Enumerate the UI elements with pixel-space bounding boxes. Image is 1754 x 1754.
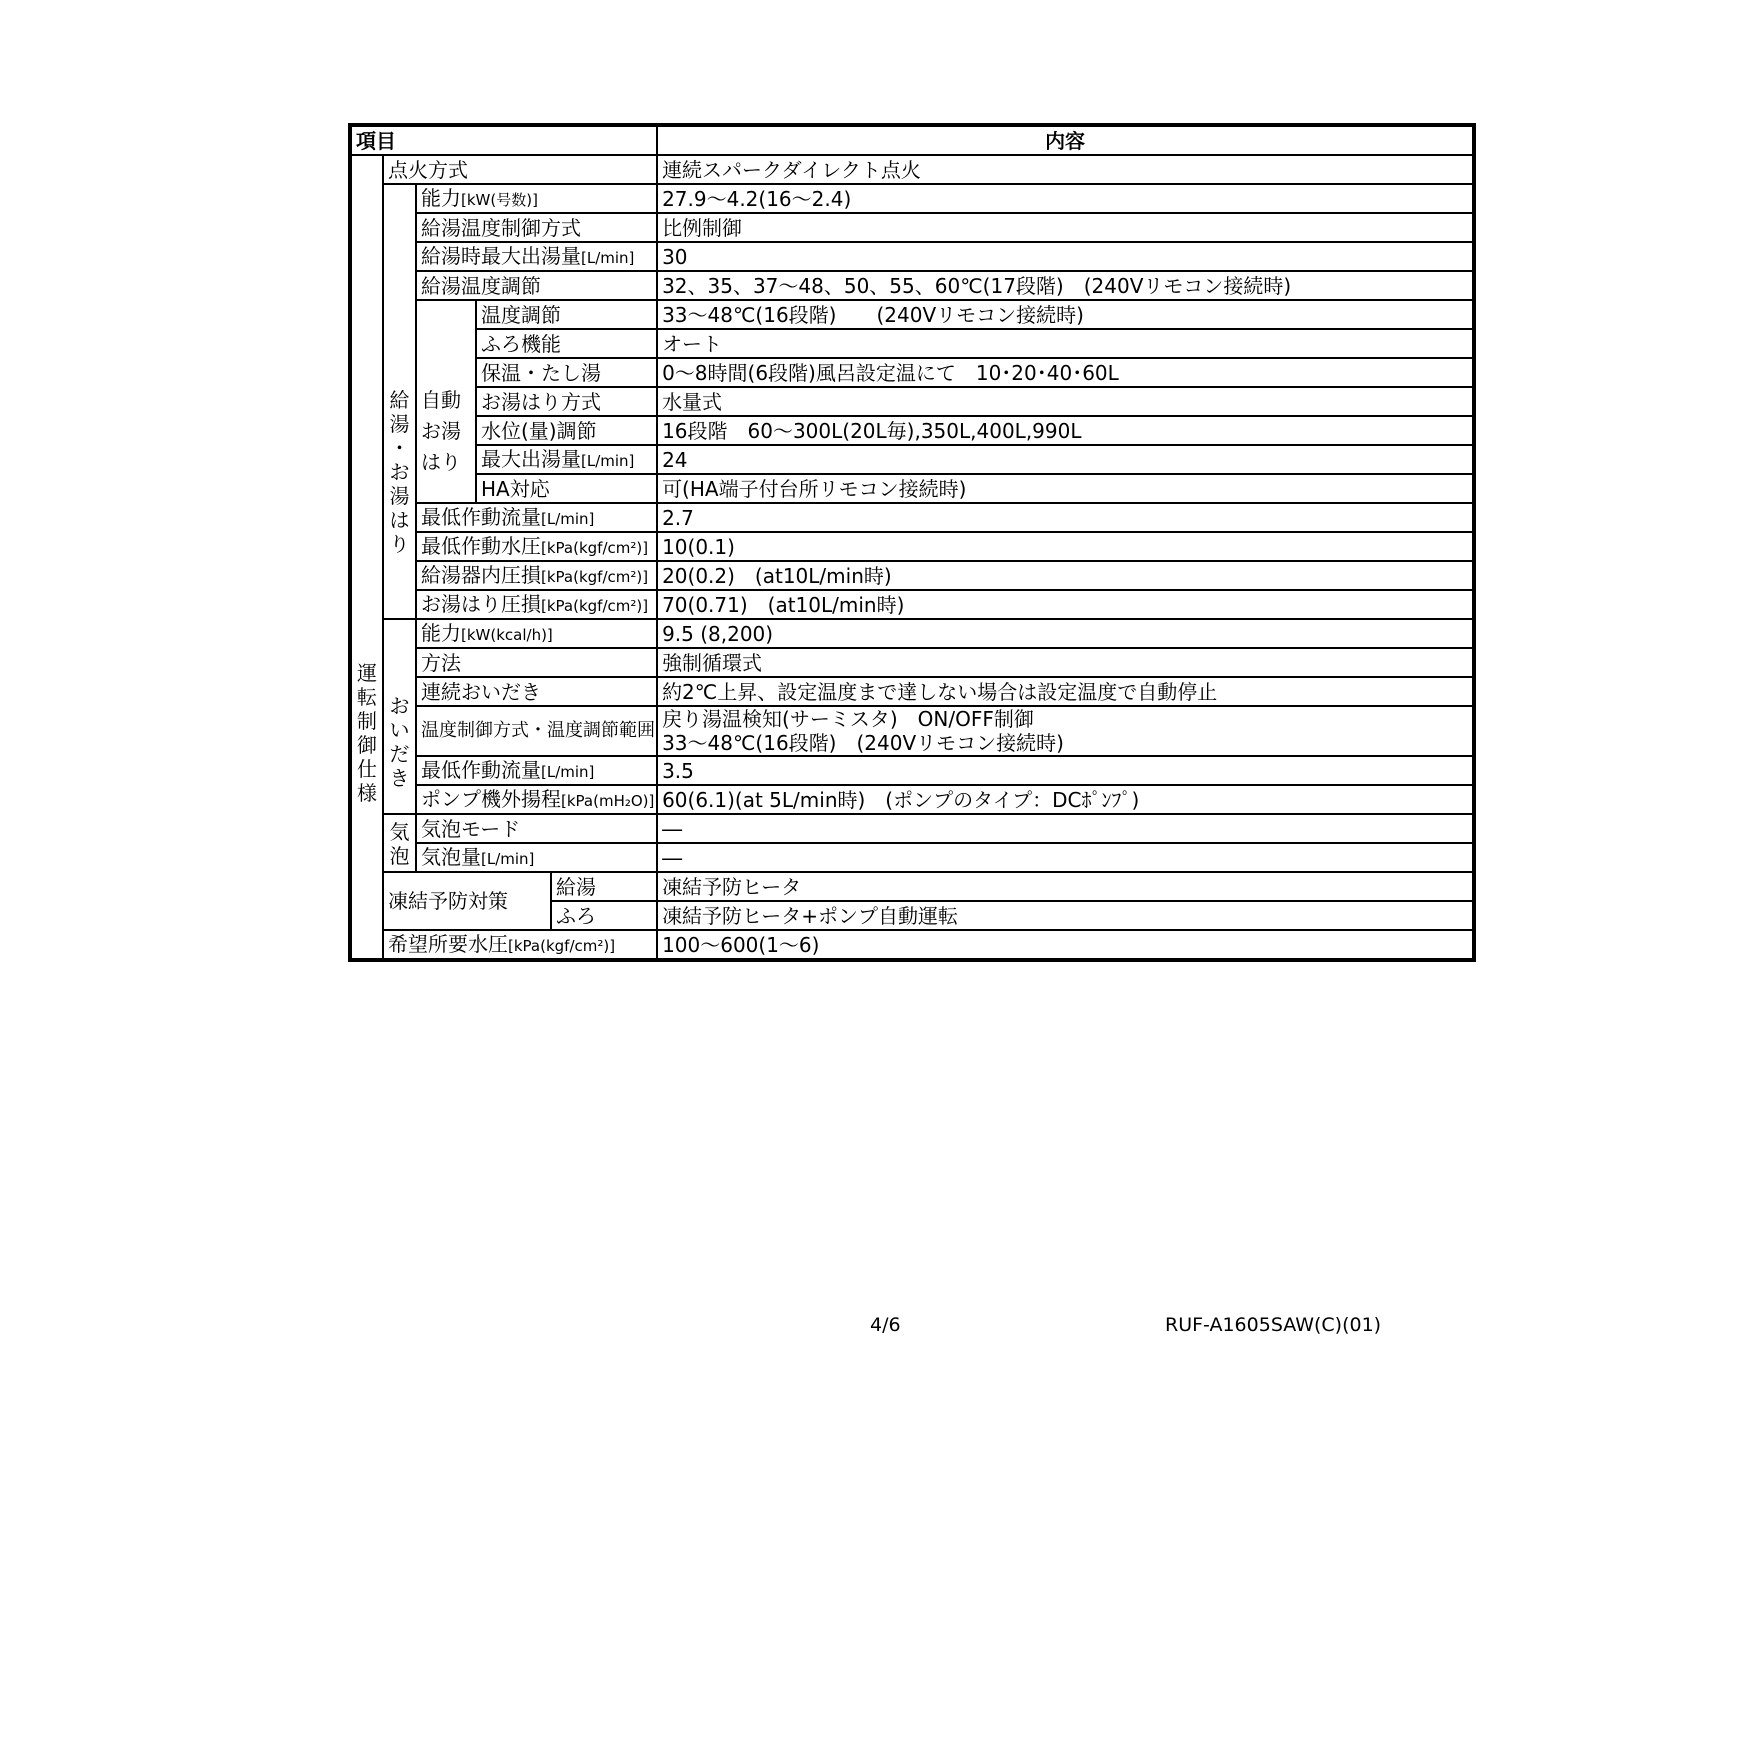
- table-row: [350, 242, 1474, 271]
- ignition-label: 点火方式: [383, 155, 657, 184]
- bubble-amount-value: ―: [657, 843, 1474, 872]
- table-row: [350, 184, 1474, 213]
- auto-temp-adjust-label: 温度調節: [476, 300, 657, 329]
- kyuto-temp-control-method-label: 給湯温度制御方式: [416, 213, 657, 242]
- table-row: [350, 271, 1474, 300]
- kyuto-temp-adjust-label: 給湯温度調節: [416, 271, 657, 300]
- kyuto-temp-control-method-value: 比例制御: [657, 213, 1474, 242]
- oidaki-continuous-value: 約2℃上昇、設定温度まで達しない場合は設定温度で自動停止: [657, 677, 1474, 706]
- document-code: RUF-A1605SAW(C)(01): [1165, 1314, 1382, 1336]
- header-content: 内容: [657, 125, 1474, 155]
- kyuto-min-flow-label: 最低作動流量[L/min]: [416, 503, 657, 532]
- auto-water-level-value: 16段階 60～300L(20L毎),350L,400L,990L: [657, 416, 1474, 445]
- kyuto-temp-adjust-value: 32、35、37～48、50、55、60℃(17段階) (240Vリモコン接続時): [657, 271, 1474, 300]
- table-row: [350, 445, 1474, 474]
- kyuto-capacity-value: 27.9～4.2(16～2.4): [657, 184, 1474, 213]
- freeze-kyuto-value: 凍結予防ヒータ: [657, 872, 1474, 901]
- table-row: [350, 532, 1474, 561]
- ignition-value: 連続スパークダイレクト点火: [657, 155, 1474, 184]
- bubble-mode-value: ―: [657, 814, 1474, 843]
- auto-bath-function-value: オート: [657, 329, 1474, 358]
- oidaki-method-label: 方法: [416, 648, 657, 677]
- kyuto-min-flow-value: 2.7: [657, 503, 1474, 532]
- auto-max-flow-value: 24: [657, 445, 1474, 474]
- table-row: [350, 300, 1474, 329]
- freeze-kyuto-label: 給湯: [551, 872, 657, 901]
- auto-temp-adjust-value: 33～48℃(16段階) (240Vリモコン接続時): [657, 300, 1474, 329]
- table-row: [350, 756, 1474, 785]
- table-row: [350, 843, 1474, 872]
- table-row: [350, 503, 1474, 532]
- oidaki-min-flow-label: 最低作動流量[L/min]: [416, 756, 657, 785]
- table-row: [350, 814, 1474, 843]
- required-pressure-label: 希望所要水圧[kPa(kgf/cm²)]: [383, 930, 657, 960]
- table-row: [350, 930, 1474, 960]
- oidaki-temp-control-label: 温度制御方式・温度調節範囲: [416, 706, 657, 756]
- oidaki-pump-head-value: 60(6.1)(at 5L/min時) (ポンプのタイプ：DCﾎﾟﾝﾌﾟ): [657, 785, 1474, 814]
- spec-table: [348, 123, 1476, 962]
- oidaki-continuous-label: 連続おいだき: [416, 677, 657, 706]
- table-row: [350, 706, 1474, 756]
- freeze-furo-value: 凍結予防ヒータ+ポンプ自動運転: [657, 901, 1474, 930]
- table-row: [350, 872, 1474, 901]
- auto-fill-method-label: お湯はり方式: [476, 387, 657, 416]
- auto-keep-warm-value: 0～8時間(6段階)風呂設定温にて 10･20･40･60L: [657, 358, 1474, 387]
- table-row: [350, 785, 1474, 814]
- auto-max-flow-label: 最大出湯量[L/min]: [476, 445, 657, 474]
- table-row: [350, 358, 1474, 387]
- kyuto-internal-loss-label: 給湯器内圧損[kPa(kgf/cm²)]: [416, 561, 657, 590]
- kyuto-fill-loss-label: お湯はり圧損[kPa(kgf/cm²)]: [416, 590, 657, 619]
- auto-oyuhari-group-label: 自動 お湯 はり: [416, 300, 476, 503]
- table-row: [350, 590, 1474, 619]
- oidaki-temp-control-value: 戻り湯温検知(サーミスタ) ON/OFF制御 33～48℃(16段階) (240Vリモコン接続時): [657, 706, 1474, 756]
- bubble-mode-label: 気泡モード: [416, 814, 657, 843]
- table-header-row: [350, 125, 1474, 155]
- category-oidaki: お い だ き: [383, 619, 416, 814]
- table-row: [350, 474, 1474, 503]
- oidaki-min-flow-value: 3.5: [657, 756, 1474, 785]
- table-row: [350, 329, 1474, 358]
- auto-keep-warm-label: 保温・たし湯: [476, 358, 657, 387]
- table-row: [350, 677, 1474, 706]
- oidaki-capacity-label: 能力[kW(kcal/h)]: [416, 619, 657, 648]
- kyuto-max-flow-value: 30: [657, 242, 1474, 271]
- required-pressure-value: 100～600(1～6): [657, 930, 1474, 960]
- category-bubble: 気 泡: [383, 814, 416, 872]
- kyuto-fill-loss-value: 70(0.71) (at10L/min時): [657, 590, 1474, 619]
- table-row: [350, 155, 1474, 184]
- kyuto-min-pressure-value: 10(0.1): [657, 532, 1474, 561]
- auto-water-level-label: 水位(量)調節: [476, 416, 657, 445]
- auto-ha-value: 可(HA端子付台所リモコン接続時): [657, 474, 1474, 503]
- kyuto-capacity-label: 能力[kW(号数)]: [416, 184, 657, 213]
- page-number: 4/6: [870, 1314, 901, 1336]
- table-row: [350, 561, 1474, 590]
- kyuto-internal-loss-value: 20(0.2) (at10L/min時): [657, 561, 1474, 590]
- auto-ha-label: HA対応: [476, 474, 657, 503]
- table-row: [350, 213, 1474, 242]
- header-item: 項目: [350, 125, 657, 155]
- oidaki-method-value: 強制循環式: [657, 648, 1474, 677]
- kyuto-max-flow-label: 給湯時最大出湯量[L/min]: [416, 242, 657, 271]
- table-row: [350, 416, 1474, 445]
- freeze-label: 凍結予防対策: [383, 872, 551, 930]
- bubble-amount-label: 気泡量[L/min]: [416, 843, 657, 872]
- oidaki-pump-head-label: ポンプ機外揚程[kPa(mH₂O)]: [416, 785, 657, 814]
- table-row: [350, 387, 1474, 416]
- table-row: [350, 648, 1474, 677]
- auto-fill-method-value: 水量式: [657, 387, 1474, 416]
- table-row: [350, 619, 1474, 648]
- category-kyuto-oyuhari: 給 湯 ・ お 湯 は り: [383, 184, 416, 619]
- oidaki-capacity-value: 9.5 (8,200): [657, 619, 1474, 648]
- category-operation-spec: 運 転 制 御 仕 様: [350, 155, 383, 960]
- auto-bath-function-label: ふろ機能: [476, 329, 657, 358]
- kyuto-min-pressure-label: 最低作動水圧[kPa(kgf/cm²)]: [416, 532, 657, 561]
- freeze-furo-label: ふろ: [551, 901, 657, 930]
